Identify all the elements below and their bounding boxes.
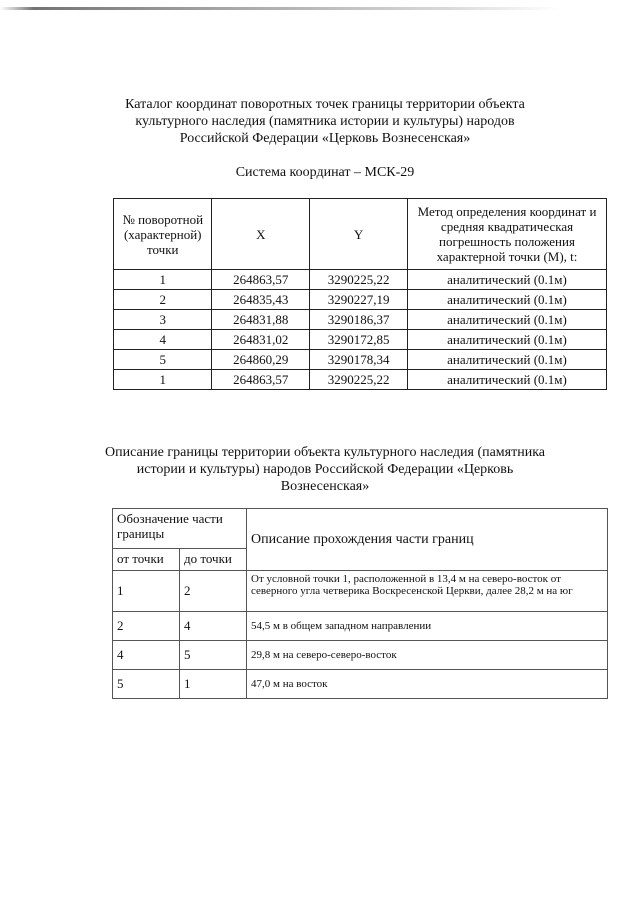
cell-to: 2 xyxy=(180,571,247,612)
cell-to: 1 xyxy=(180,670,247,699)
scan-artifact-line xyxy=(0,7,560,10)
boundary-description-table xyxy=(112,508,608,699)
cell-from: 2 xyxy=(113,612,180,641)
header-to-point: до точки xyxy=(180,549,247,571)
cell-method: аналитический (0.1м) xyxy=(408,370,607,390)
cell-point: 1 xyxy=(114,370,212,390)
cell-method: аналитический (0.1м) xyxy=(408,270,607,290)
table-row xyxy=(114,310,607,330)
catalog-title: Каталог координат поворотных точек границы территории объекта культурного наследия (памятника истории и культуры) народов Российской Федерации «Церковь Вознесенская» xyxy=(125,97,525,146)
table-row xyxy=(113,571,608,612)
cell-y: 3290172,85 xyxy=(310,330,408,350)
cell-y: 3290178,34 xyxy=(310,350,408,370)
cell-method: аналитический (0.1м) xyxy=(408,330,607,350)
cell-to: 4 xyxy=(180,612,247,641)
coordinates-header-row xyxy=(114,199,607,270)
cell-x: 264831,88 xyxy=(212,310,310,330)
cell-description: 47,0 м на восток xyxy=(247,670,608,699)
cell-method: аналитический (0.1м) xyxy=(408,350,607,370)
header-description: Описание прохождения части границ xyxy=(247,509,608,571)
cell-description: 54,5 м в общем западном направлении xyxy=(247,612,608,641)
header-y: Y xyxy=(310,199,408,270)
header-point: № поворотной (характерной) точки xyxy=(114,199,212,270)
cell-y: 3290225,22 xyxy=(310,370,408,390)
cell-to: 5 xyxy=(180,641,247,670)
header-boundary-part: Обозначение части границы xyxy=(113,509,247,549)
cell-x: 264831,02 xyxy=(212,330,310,350)
coordinate-system: Система координат – МСК-29 xyxy=(235,165,415,180)
cell-from: 5 xyxy=(113,670,180,699)
table-row xyxy=(113,670,608,699)
table-row xyxy=(113,612,608,641)
cell-x: 264863,57 xyxy=(212,370,310,390)
cell-x: 264863,57 xyxy=(212,270,310,290)
coordinates-table xyxy=(113,198,607,390)
header-x: X xyxy=(212,199,310,270)
header-from-point: от точки xyxy=(113,549,180,571)
header-method: Метод определения координат и средняя квадратическая погрешность положения характерной точки (M), t: xyxy=(408,199,607,270)
table-row xyxy=(114,290,607,310)
cell-from: 1 xyxy=(113,571,180,612)
description-header-row xyxy=(113,509,608,549)
cell-point: 2 xyxy=(114,290,212,310)
cell-y: 3290225,22 xyxy=(310,270,408,290)
cell-description: От условной точки 1, расположенной в 13,4 м на северо-восток от северного угла четверика Воскресенской Церкви, далее 28,2 м на юг xyxy=(247,571,608,612)
cell-point: 5 xyxy=(114,350,212,370)
table-row xyxy=(114,270,607,290)
cell-point: 1 xyxy=(114,270,212,290)
cell-from: 4 xyxy=(113,641,180,670)
cell-method: аналитический (0.1м) xyxy=(408,290,607,310)
table-row xyxy=(114,350,607,370)
cell-x: 264835,43 xyxy=(212,290,310,310)
table-row xyxy=(114,330,607,350)
cell-method: аналитический (0.1м) xyxy=(408,310,607,330)
cell-y: 3290186,37 xyxy=(310,310,408,330)
description-title: Описание границы территории объекта культурного наследия (памятника истории и культуры) народов Российской Федерации «Церковь Вознесенская» xyxy=(104,445,546,494)
table-row xyxy=(114,370,607,390)
table-row xyxy=(113,641,608,670)
cell-point: 4 xyxy=(114,330,212,350)
cell-y: 3290227,19 xyxy=(310,290,408,310)
cell-x: 264860,29 xyxy=(212,350,310,370)
cell-point: 3 xyxy=(114,310,212,330)
cell-description: 29,8 м на северо-северо-восток xyxy=(247,641,608,670)
